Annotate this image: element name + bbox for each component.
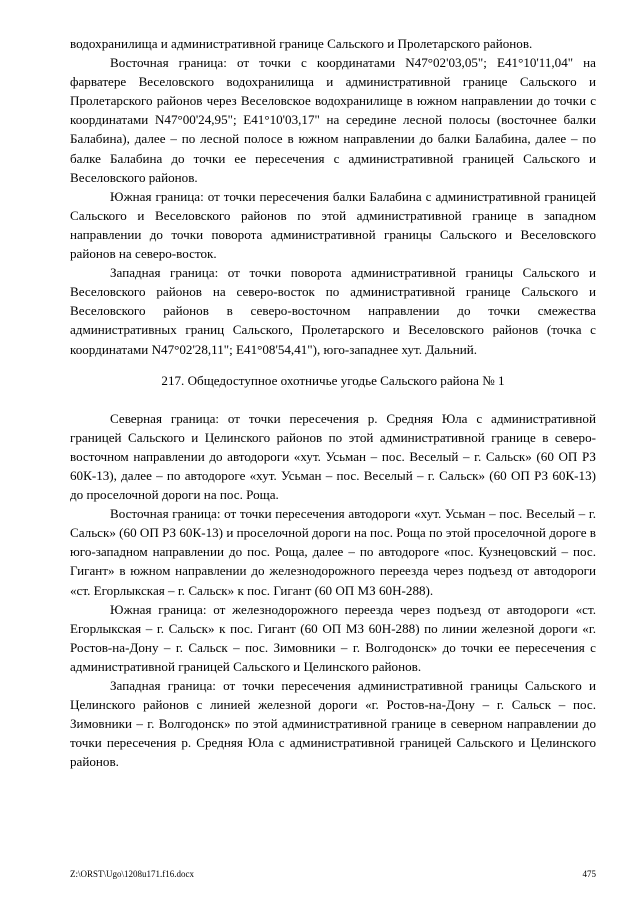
paragraph-south-boundary: Южная граница: от железнодорожного переезда через подъезд от автодороги «ст. Егорлыкская – г. Сальск» к пос. Гигант (60 ОП МЗ 60Н-288) по линии железной дороги «г. Ростов-на-Дону – г. Сальск – пос. Зимовники – г. Волгодонск» до точки ее пересечения с административной границей Сальского и Целинского районов. [70,601,596,674]
paragraph-west-boundary: Западная граница: от точки пересечения административной границы Сальского и Целинского районов с линией железной дороги «г. Ростов-на-Дону – г. Сальск – пос. Зимовники – г. Волгодонск» по этой административной границе в северном направлении до точки пересечения р. Средняя Юла с административной границей Сальского и Целинского районов. [70,678,596,770]
paragraph-south-boundary: Южная граница: от точки пересечения балки Балабина с административной границей Сальского и Веселовского районов по этой административной границе в западном направлении до точки поворота административной границы Сальского и Веселовского районов на северо-восток. [70,188,596,262]
footer-file-path: Z:\ORST\Ugo\1208u171.f16.docx [70,869,194,879]
page-number: 475 [582,869,596,879]
section-heading: 217. Общедоступное охотничье угодье Сальского района № 1 [161,372,505,388]
paragraph-continuation: водохранилища и административной границе Сальского и Пролетарского районов. [70,36,533,51]
paragraph-east-boundary: Восточная граница: от точки с координатами N47°02'03,05"; E41°10'11,04" на фарватере Веселовского водохранилища и административной границе Сальского и Пролетарского районов через Веселовское водохранилище в южном направлении до точки с координатами N47°00'24,95"; E41°10'03,17" на середине лесной полосы (восточнее балки Балабина), далее – по лесной полосе в южном направлении до балки Балабина, далее – по балке Балабина до точки ее пересечения с административной границей Сальского и Веселовского районов. [70,55,596,185]
document-body [70,34,596,771]
paragraph-west-boundary: Западная граница: от точки поворота административной границы Сальского и Веселовского районов на северо-восток по административной границе Сальского и Веселовского районов в северо-восточном направлении до точки смежества административных границ Сальского, Пролетарского и Веселовского районов (точка с координатами N47°02'28,11"; E41°08'54,41"), юго-западнее хут. Дальний. [70,265,596,357]
paragraph-east-boundary: Восточная граница: от точки пересечения автодороги «хут. Усьман – пос. Веселый – г. Сальск» (60 ОП РЗ 60К-13) и проселочной дороги на пос. Роща по этой проселочной дороге в юго-западном направлении до пос. Роща, далее – по автодороге «пос. Кузнецовский – пос. Гигант» в южном направлении до железнодорожного переезда через подъезд от автодороги «ст. Егорлыкская – г. Сальск» к пос. Гигант (60 ОП МЗ 60Н-288). [70,506,596,598]
paragraph-north-boundary: Северная граница: от точки пересечения р. Средняя Юла с административной границей Сальского и Целинского районов по этой административной границе в северо-восточном направлении до автодороги «хут. Усьман – пос. Веселый – г. Сальск» (60 ОП РЗ 60К-13), далее – по автодороге «хут. Усьман – пос. Веселый – г. Сальск» (60 ОП РЗ 60К-13) до проселочной дороги на пос. Роща. [70,410,596,503]
